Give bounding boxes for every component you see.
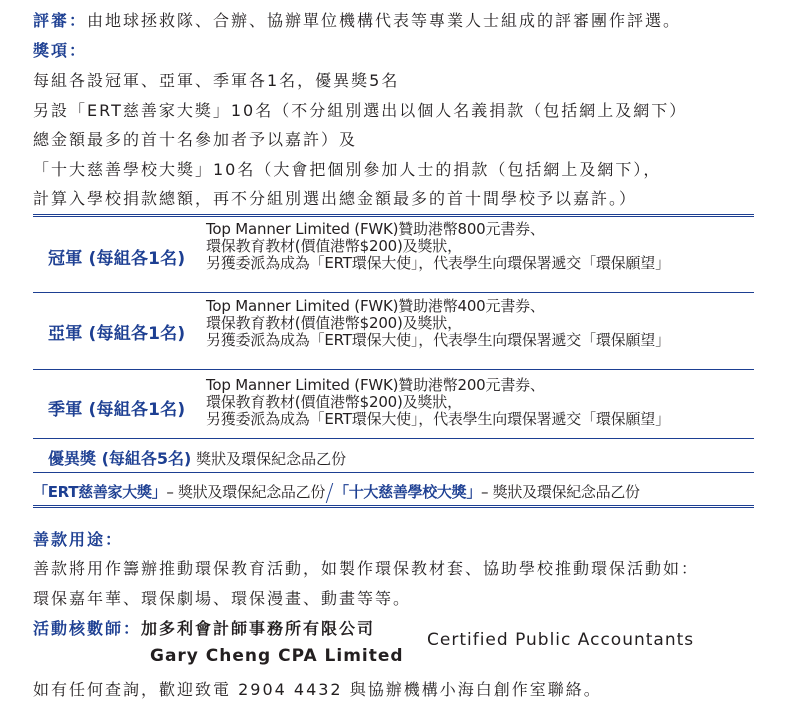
first-runner-up-detail-2: 環保教育教材(價值港幣$200)及獎狀， (206, 314, 462, 332)
table-top-rule (33, 214, 754, 217)
donation-use-line-1: 善款將用作籌辦推動環保教育活動，如製作環保教材套、協助學校推動環保活動如： (33, 559, 700, 578)
merit-label: 優異獎 (每組各5名) (48, 449, 192, 468)
champion-label: 冠軍 (每組各1名) (48, 249, 186, 269)
champion-details (206, 221, 670, 272)
awards-line-5: 計算入學校捐款總額，再不分組別選出總金額最多的首十間學校予以嘉許。） (33, 189, 638, 208)
judging-text: 由地球拯救隊、合辦、協辦單位機構代表等專業人士組成的評審團作評選。 (87, 11, 682, 30)
awards-line-1: 每組各設冠軍、亞軍、季軍各1名，優異獎5名 (33, 71, 400, 90)
philanthropist-award-label: 「ERT慈善家大獎」 (33, 483, 167, 501)
donation-use-line-2: 環保嘉年華、環保劇場、環保漫畫、動畫等等。 (33, 589, 412, 608)
table-bottom-rule (33, 505, 754, 508)
awards-line-4: 「十大慈善學校大獎」10名（大會把個別參加人士的捐款（包括網上及網下）， (33, 160, 662, 179)
auditor-firm-zh: 加多利會計師事務所有限公司 (141, 619, 376, 638)
awards-line-2: 另設「ERT慈善家大獎」10名（不分組別選出以個人名義捐款（包括網上及網下） (33, 101, 688, 120)
second-runner-up-detail-1: Top Manner Limited (FWK)贊助港幣200元書券、 (206, 376, 545, 394)
first-runner-up-detail-1: Top Manner Limited (FWK)贊助港幣400元書券、 (206, 297, 545, 315)
auditor-label: 活動核數師： (33, 619, 142, 638)
champion-detail-3: 另獲委派為成為「ERT環保大使」，代表學生向環保署遞交「環保願望」 (206, 254, 670, 272)
row-divider (33, 292, 754, 293)
contact-line: 如有任何查詢，歡迎致電 2904 4432 與協辦機構小海白創作室聯絡。 (33, 680, 602, 699)
charity-school-award-label: 「十大慈善學校大獎」 (334, 483, 482, 501)
first-runner-up-detail-3: 另獲委派為成為「ERT環保大使」，代表學生向環保署遞交「環保願望」 (206, 331, 670, 349)
auditor-tagline: Certified Public Accountants (427, 630, 695, 650)
slash-divider (326, 483, 333, 503)
auditor-line (33, 616, 375, 639)
auditor-firm-en: Gary Cheng CPA Limited (150, 646, 404, 666)
champion-detail-1: Top Manner Limited (FWK)贊助港幣800元書券、 (206, 220, 545, 238)
judging-label: 評審： (33, 11, 88, 30)
charity-school-award-text: – 獎狀及環保紀念品乙份 (481, 483, 640, 501)
awards-heading: 獎項： (33, 41, 88, 60)
second-runner-up-detail-2: 環保教育教材(價值港幣$200)及獎狀， (206, 393, 462, 411)
champion-detail-2: 環保教育教材(價值港幣$200)及獎狀， (206, 237, 462, 255)
row-divider (33, 472, 754, 473)
second-runner-up-detail-3: 另獲委派為成為「ERT環保大使」，代表學生向環保署遞交「環保願望」 (206, 410, 670, 428)
second-runner-up-label: 季軍 (每組各1名) (48, 400, 186, 420)
donation-use-heading: 善款用途： (33, 530, 124, 549)
first-runner-up-label: 亞軍 (每組各1名) (48, 324, 186, 344)
first-runner-up-details (206, 298, 670, 349)
awards-line-3: 總金額最多的首十名參加者予以嘉許）及 (33, 130, 358, 149)
merit-row (48, 446, 346, 469)
judging-line (33, 8, 681, 31)
row-divider (33, 369, 754, 370)
row-divider (33, 438, 754, 439)
special-awards-row (33, 481, 640, 503)
merit-text: 獎狀及環保紀念品乙份 (191, 450, 347, 468)
second-runner-up-details (206, 377, 670, 428)
philanthropist-award-text: – 獎狀及環保紀念品乙份 (166, 483, 326, 501)
